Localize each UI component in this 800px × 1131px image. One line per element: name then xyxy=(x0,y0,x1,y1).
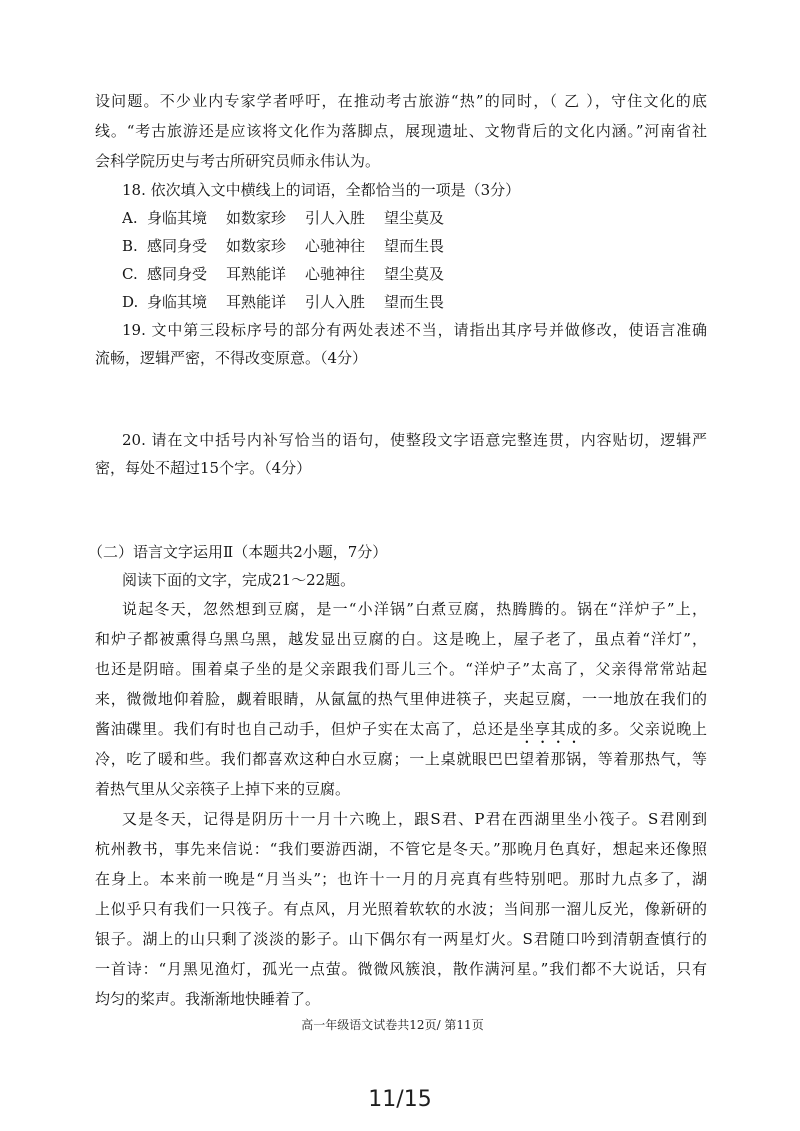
continuation-line: 会科学院历史与考古所研究员师永伟认为。 xyxy=(95,152,381,170)
continuation-line: 设问题。不少业内专家学者呼吁，在推动考古旅游“热”的同时，（ 乙 ），守住文化的底 xyxy=(95,92,707,110)
option-word: 引人入胜 xyxy=(305,209,366,227)
option-a xyxy=(122,204,707,232)
option-word: 引人入胜 xyxy=(305,293,366,311)
passage-paragraph-2 xyxy=(95,804,707,1014)
option-word: 身临其境 xyxy=(147,209,208,227)
passage-line: 在身上。本来前一晚是“月当头”；也许十一月的月亮真有些特别吧。那时九点多了，湖 xyxy=(95,870,707,888)
page-footer: 高一年级语文试卷共12页/ 第11页 xyxy=(301,1018,484,1032)
passage-line: 冷，吃了暖和些。我们都喜欢这种白水豆腐；一上桌就眼巴巴望着那锅，等着那热气，等 xyxy=(95,750,707,768)
option-label: D. xyxy=(122,293,139,311)
option-word: 心驰神往 xyxy=(305,237,366,255)
passage-segment: 的多。父亲说晚上 xyxy=(582,720,707,738)
option-word: 望尘莫及 xyxy=(384,265,445,283)
option-label: A. xyxy=(122,209,138,227)
emphasized-phrase: 坐享其成 xyxy=(519,720,582,738)
passage-line: 着热气里从父亲筷子上掉下来的豆腐。 xyxy=(95,780,351,798)
passage-paragraph-1 xyxy=(95,594,707,804)
question-19-line: 19. 文中第三段标序号的部分有两处表述不当，请指出其序号并做修改，使语言准确 xyxy=(122,321,707,339)
option-word: 心驰神往 xyxy=(305,265,366,283)
option-label: B. xyxy=(122,237,138,255)
reading-instruction: 阅读下面的文字，完成21～22题。 xyxy=(122,571,356,589)
option-word: 感同身受 xyxy=(147,237,208,255)
option-word: 望而生畏 xyxy=(384,237,445,255)
passage-line: 银子。湖上的山只剩了淡淡的影子。山下偶尔有一两星灯火。S君随口吟到清朝查慎行的 xyxy=(95,930,707,948)
option-word: 如数家珍 xyxy=(226,237,287,255)
section-2 xyxy=(88,538,707,1014)
option-word: 感同身受 xyxy=(147,265,208,283)
passage-line: 一首诗：“月黑见渔灯，孤光一点萤。微微风簇浪，散作满河星。”我们都不大说话，只有 xyxy=(95,960,707,978)
option-word: 望而生畏 xyxy=(384,293,445,311)
passage-line: 上似乎只有我们一只筏子。有点风，月光照着软软的水波；当间那一溜儿反光，像新研的 xyxy=(95,900,707,918)
option-c xyxy=(122,260,707,288)
option-word: 如数家珍 xyxy=(226,209,287,227)
option-word: 身临其境 xyxy=(147,293,208,311)
passage-line: 又是冬天，记得是阴历十一月十六晚上，跟S君、P君在西湖里坐小筏子。S君刚到 xyxy=(122,810,707,828)
question-20 xyxy=(95,426,707,482)
passage-line: 和炉子都被熏得乌黑乌黑，越发显出豆腐的白。这是晚上，屋子老了，虽点着“洋灯”， xyxy=(95,630,707,648)
question-20-line: 20. 请在文中括号内补写恰当的语句，使整段文字语意完整连贯，内容贴切，逻辑严 xyxy=(122,431,707,449)
passage-line: 说起冬天，忽然想到豆腐，是一“小洋锅”白煮豆腐，热腾腾的。锅在“洋炉子”上， xyxy=(122,600,707,618)
question-19-line: 流畅，逻辑严密，不得改变原意。（4分） xyxy=(95,349,368,367)
section-heading: （二）语言文字运用Ⅱ（本题共2小题，7分） xyxy=(88,543,388,561)
page-content xyxy=(88,86,707,1014)
passage-line: 均匀的桨声。我渐渐地快睡着了。 xyxy=(95,990,321,1008)
option-word: 耳熟能详 xyxy=(226,265,287,283)
option-word: 耳熟能详 xyxy=(226,293,287,311)
passage-line: 也还是阴暗。围着桌子坐的是父亲跟我们哥儿三个。“洋炉子”太高了，父亲得常常站起 xyxy=(95,660,707,678)
question-20-line: 密，每处不超过15个字。（4分） xyxy=(95,459,312,477)
option-d xyxy=(122,288,707,316)
option-b xyxy=(122,232,707,260)
option-word: 望尘莫及 xyxy=(384,209,445,227)
continuation-text xyxy=(95,86,707,176)
option-label: C. xyxy=(122,265,138,283)
continuation-line: 线。“考古旅游还是应该将文化作为落脚点，展现遗址、文物背后的文化内涵。”河南省社 xyxy=(95,122,707,140)
passage-line: 杭州教书，事先来信说：“我们要游西湖，不管它是冬天。”那晚月色真好，想起来还像照 xyxy=(95,840,707,858)
passage-line: 来，微微地仰着脸，觑着眼睛，从氤氲的热气里伸进筷子，夹起豆腐，一一地放在我们的 xyxy=(95,690,707,708)
question-18-stem: 18. 依次填入文中横线上的词语，全都恰当的一项是（3分） xyxy=(122,181,521,199)
question-18 xyxy=(95,176,707,372)
passage-line xyxy=(95,714,707,744)
passage-segment: 酱油碟里。我们有时也自己动手，但炉子实在太高了，总还是 xyxy=(95,720,520,738)
page-counter: 11/15 xyxy=(368,1087,432,1112)
